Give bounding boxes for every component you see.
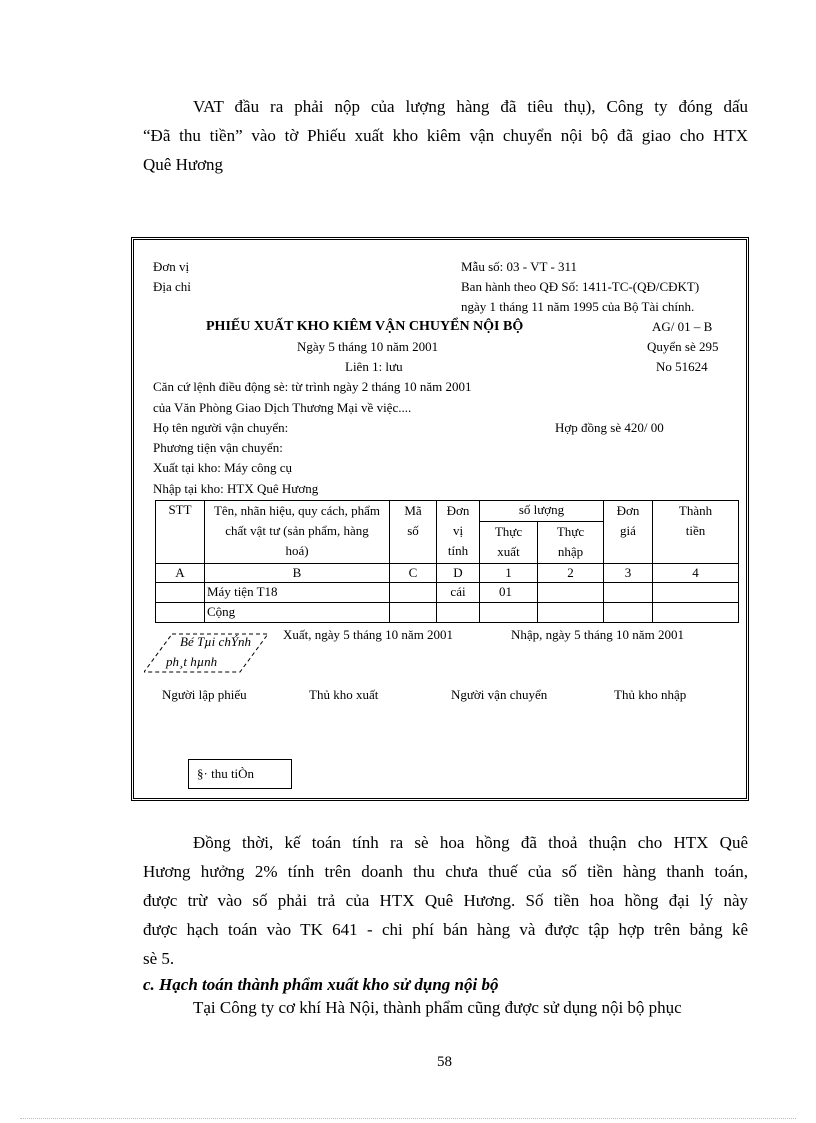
form-quyen-so: Quyển sè 295 (647, 339, 719, 354)
signature-van-chuyen: Người vận chuyển (451, 687, 548, 702)
form-can-cu: Căn cứ lệnh điều động sè: từ trình ngày 2 tháng 10 năm 2001 (153, 379, 472, 394)
cell-don-gia (604, 603, 653, 623)
index-cell: D (437, 564, 480, 583)
index-cell: 2 (538, 564, 604, 583)
para2-line-2: Hương hưởng 2% tính trên doanh thu chưa thuế của số tiền hàng thanh toán, (143, 862, 748, 881)
cell-thanh-tien (653, 583, 739, 603)
header-thuc-xuat: Thực xuất (480, 522, 538, 564)
signature-thu-kho-xuat: Thủ kho xuất (309, 687, 379, 702)
header-so-luong: số lượng (480, 501, 604, 522)
cell-dvt (437, 603, 480, 623)
cell-thuc-nhap (538, 583, 604, 603)
form-number: No 51624 (656, 359, 708, 374)
section-line-1: Tại Công ty cơ khí Hà Nội, thành phẩm cũng được sử dụng nội bộ phục (193, 998, 682, 1017)
dashed-label-line-1: Bé Tµi chÝnh (180, 634, 252, 649)
header-thuc-nhap: Thực nhập (538, 522, 604, 564)
table-row (156, 583, 739, 603)
section-heading: c. Hạch toán thành phẩm xuất kho sử dụng nội bộ (143, 975, 499, 994)
goods-table (155, 500, 739, 623)
form-nhap-ngay: Nhập, ngày 5 tháng 10 năm 2001 (511, 627, 684, 642)
cell-thuc-xuat (480, 603, 538, 623)
cell-stt (156, 583, 205, 603)
form-code: AG/ 01 – B (652, 319, 713, 334)
form-cua: của Văn Phòng Giao Dịch Thương Mại về việc.... (153, 400, 412, 415)
dispatch-form (131, 237, 749, 801)
form-xuat-ngay: Xuất, ngày 5 tháng 10 năm 2001 (283, 627, 454, 642)
cell-thuc-xuat: 01 (480, 583, 538, 603)
form-ngay-ban-hanh: ngày 1 tháng 11 năm 1995 của Bộ Tài chính. (461, 299, 695, 314)
index-cell: C (390, 564, 437, 583)
form-ban-hanh: Ban hành theo QĐ Số: 1411-TC-(QĐ/CĐKT) (461, 279, 700, 294)
cell-thanh-tien (653, 603, 739, 623)
form-title: PHIẾU XUẤT KHO KIÊM VẬN CHUYỂN NỘI BỘ (206, 319, 524, 334)
header-ma-so: Mã số (390, 501, 437, 564)
index-cell: 3 (604, 564, 653, 583)
issuer-dashed-label (144, 633, 269, 673)
cell-stt (156, 603, 205, 623)
para2-line-3: được trừ vào số phải trả của HTX Quê Hương. Số tiền hoa hồng đại lý này (143, 891, 748, 910)
cell-don-gia (604, 583, 653, 603)
form-don-vi: Đơn vị (153, 259, 190, 274)
form-date: Ngày 5 tháng 10 năm 2001 (297, 339, 439, 354)
cell-ma-so (390, 603, 437, 623)
cell-thuc-nhap (538, 603, 604, 623)
form-phuong-tien: Phương tiện vận chuyển: (153, 440, 283, 455)
form-lien: Liên 1: lưu (345, 359, 403, 374)
header-don-gia: Đơn giá (604, 501, 653, 564)
para2-line-5: sè 5. (143, 949, 175, 968)
intro-line-2: “Đã thu tiền” vào tờ Phiếu xuất kho kiêm vận chuyển nội bộ đã giao cho HTX (143, 126, 748, 145)
intro-line-1: VAT đầu ra phải nộp của lượng hàng đã tiêu thụ), Công ty đóng dấu (193, 97, 748, 116)
index-cell: B (205, 564, 390, 583)
cell-ten: Máy tiện T18 (205, 583, 390, 603)
form-hop-dong: Hợp đồng sè 420/ 00 (555, 420, 664, 435)
form-nguoi-van-chuyen: Họ tên người vận chuyển: (153, 420, 289, 435)
form-mau-so: Mẫu số: 03 - VT - 311 (461, 259, 578, 274)
header-stt: STT (156, 501, 205, 564)
form-nhap-tai-kho: Nhập tại kho: HTX Quê Hương (153, 481, 319, 496)
paid-stamp: §· thu tiÒn (188, 759, 292, 789)
intro-line-3: Quê Hương (143, 155, 224, 174)
para2-line-4: được hạch toán vào TK 641 - chi phí bán hàng và được tập hợp trên bảng kê (143, 920, 748, 939)
index-cell: A (156, 564, 205, 583)
table-row (156, 603, 739, 623)
cell-dvt: cái (437, 583, 480, 603)
form-dia-chi: Địa chỉ (153, 279, 191, 294)
page-number: 58 (437, 1054, 452, 1070)
para2-line-1: Đồng thời, kế toán tính ra sè hoa hồng đã thoả thuận cho HTX Quê (193, 833, 748, 852)
header-don-vi-tinh: Đơn vị tính (437, 501, 480, 564)
header-ten: Tên, nhãn hiệu, quy cách, phẩm chất vật tư (sản phẩm, hàng hoá) (205, 501, 390, 564)
dashed-label-line-2: ph¸t hµnh (166, 654, 218, 669)
footer-divider (20, 1118, 796, 1119)
cell-cong: Cộng (205, 603, 390, 623)
form-xuat-tai-kho: Xuất tại kho: Máy công cụ (153, 460, 292, 475)
signature-thu-kho-nhap: Thủ kho nhập (614, 687, 687, 702)
header-thanh-tien: Thành tiền (653, 501, 739, 564)
index-cell: 4 (653, 564, 739, 583)
cell-ma-so (390, 583, 437, 603)
index-cell: 1 (480, 564, 538, 583)
signature-lap-phieu: Người lập phiếu (162, 687, 247, 702)
